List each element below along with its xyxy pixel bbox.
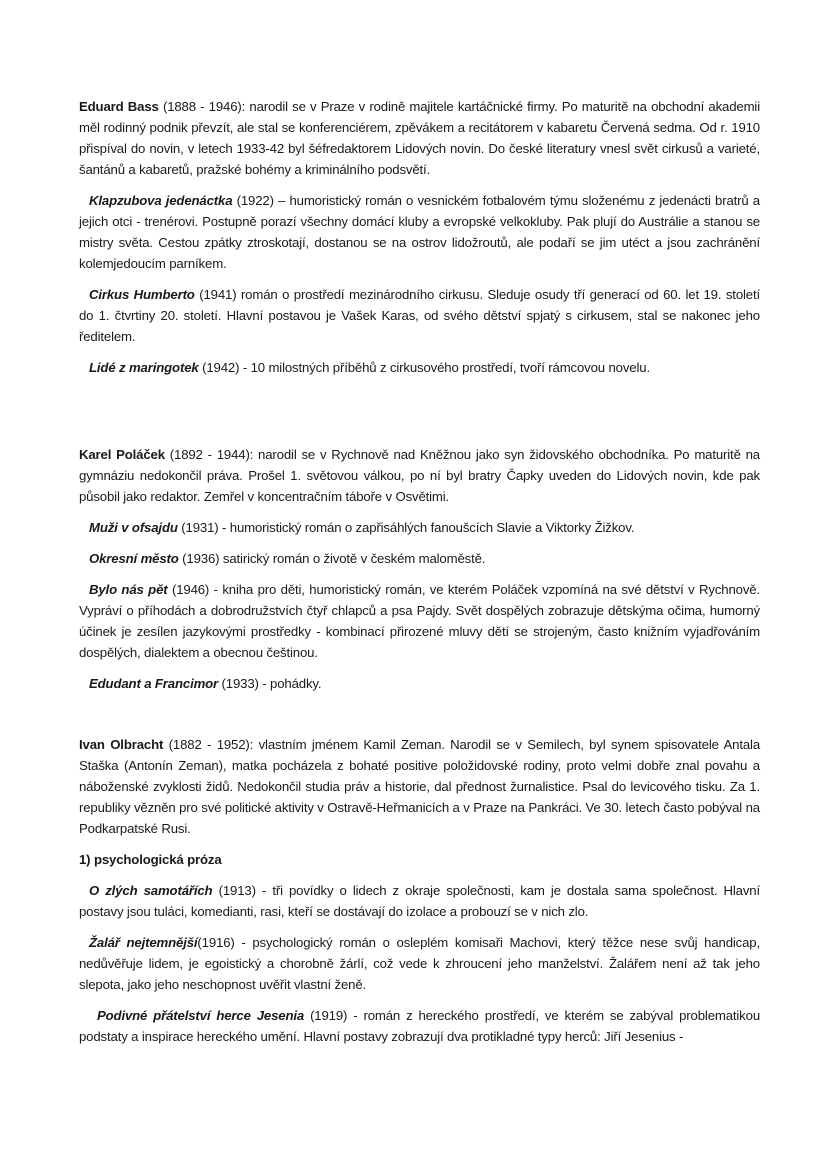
work-title: Okresní město (89, 551, 179, 566)
work-title: O zlých samotářích (89, 883, 213, 898)
author-bio-olbracht: Ivan Olbracht (1882 - 1952): vlastním jménem Kamil Zeman. Narodil se v Semilech, byl synem spisovatele Antala Staška (Antonín Zeman), matka pocházela z bohaté positive položidovské rodiny, proto velmi dobře znal povahu a náboženské zvyklosti židů. Nedokončil studia práv a historie, dal přednost žurnalistice. Psal do levicového tisku. Za 1. republiky vězněn pro své politické aktivity v Ostravě-Heřmanicích a v Praze na Pankráci. Ve 30. letech často pobýval na Podkarpatské Rusi. (79, 737, 761, 836)
author-bio-polacek: Karel Poláček (1892 - 1944): narodil se v Rychnově nad Kněžnou jako syn židovského obchodníka. Po maturitě na gymnáziu nedokončil práva. Prošel 1. světovou válkou, po ní byl bratry Čapky uveden do Lidových novin, kde pak působil jako redaktor. Zemřel v koncentračním táboře v Osvětimi. (79, 447, 760, 504)
work-title: Podivné přátelství herce Jesenia (97, 1008, 305, 1023)
work-entry: Lidé z maringotek (1942) - 10 milostných příběhů z cirkusového prostředí, tvoří rámcovou novelu. (89, 360, 650, 375)
work-entry: Klapzubova jedenáctka (1922) – humoristický román o vesnickém fotbalovém týmu složenému z jedenácti bratrů a jejich otci - trenérovi. Postupně porazí všechny domácí kluby a evropské velkokluby. Pak plují do Austrálie a stanou se mistry světa. Cestou zpátky ztroskotají, dostanou se na ostrov lidožroutů, ale podaří se jim utéct a jsou zachránění kolemjedoucím parníkem. (79, 193, 760, 271)
work-entry: Edudant a Francimor (1933) - pohádky. (89, 676, 322, 691)
work-entry: Podivné přátelství herce Jesenia (1919) - román z hereckého prostředí, ve kterém se zabýval problematikou podstaty a inspirace hereckého umění. Hlavní postavy zobrazují dva protikladné typy herců: Jiří Jesenius - (79, 1008, 760, 1044)
section-heading: 1) psychologická próza (79, 852, 222, 867)
author-name: Karel Poláček (79, 447, 165, 462)
work-title: Edudant a Francimor (89, 676, 219, 691)
work-title: Klapzubova jedenáctka (89, 193, 233, 208)
author-name: Ivan Olbracht (79, 737, 164, 752)
work-title: Muži v ofsajdu (89, 520, 178, 535)
work-entry: O zlých samotářích (1913) - tři povídky o lidech z okraje společnosti, kam je dostala sama společnost. Hlavní postavy jsou tuláci, komedianti, rasi, kteří se dostávají do izolace a probouzí se v nich zlo. (79, 883, 760, 919)
work-entry: Muži v ofsajdu (1931) - humoristický román o zapřisáhlých fanoušcích Slavie a Viktorky Žižkov. (89, 520, 635, 535)
work-entry: Cirkus Humberto (1941) román o prostředí mezinárodního cirkusu. Sleduje osudy tří generací od 60. let 19. století do 1. čtvrtiny 20. století. Hlavní postavou je Vašek Karas, od svého dětství spjatý s cirkusem, stal se nakonec jeho ředitelem. (79, 287, 760, 344)
work-entry: Bylo nás pět (1946) - kniha pro děti, humoristický román, ve kterém Poláček vzpomíná na své dětství v Rychnově. Vypráví o příhodách a dobrodružstvích čtyř chlapců a psa Pajdy. Svět dospělých zobrazuje dětskýma očima, humorný účinek je zesílen jazykovými prostředky - kombinací přirozené mluvy dětí se strojeným, často knižním vyjadřováním dospělých, dialektem a obecnou češtinou. (79, 582, 760, 660)
work-title: Bylo nás pět (89, 582, 168, 597)
author-bio-bass: Eduard Bass (1888 - 1946): narodil se v Praze v rodině majitele kartáčnické firmy. Po maturitě na obchodní akademii měl rodinný podnik převzít, ale stal se konferenciérem, zpěvákem a recitátorem v kabaretu Červená sedma. Od r. 1910 přispíval do novin, v letech 1933-42 byl šéfredaktorem Lidových novin. Do české literatury vnesl svět cirkusů a varieté, šantánů a kabaretů, pražské bohémy a kriminálního podsvětí. (79, 99, 760, 177)
author-name: Eduard Bass (79, 99, 159, 114)
document-page (79, 96, 760, 1047)
work-title: Lidé z maringotek (89, 360, 199, 375)
work-title: Žalář nejtemnější (89, 935, 198, 950)
work-title: Cirkus Humberto (89, 287, 195, 302)
work-entry: Okresní město (1936) satirický román o životě v českém maloměstě. (89, 551, 486, 566)
work-entry: Žalář nejtemnější(1916) - psychologický román o osleplém komisaři Machovi, který těžce nese svůj handicap, nedůvěřuje lidem, je egoistický a chorobně žárlí, což vede k zhroucení jeho manželství. Žalářem není až tak jeho slepota, jako jeho neschopnost uvěřit vlastní ženě. (79, 935, 760, 992)
